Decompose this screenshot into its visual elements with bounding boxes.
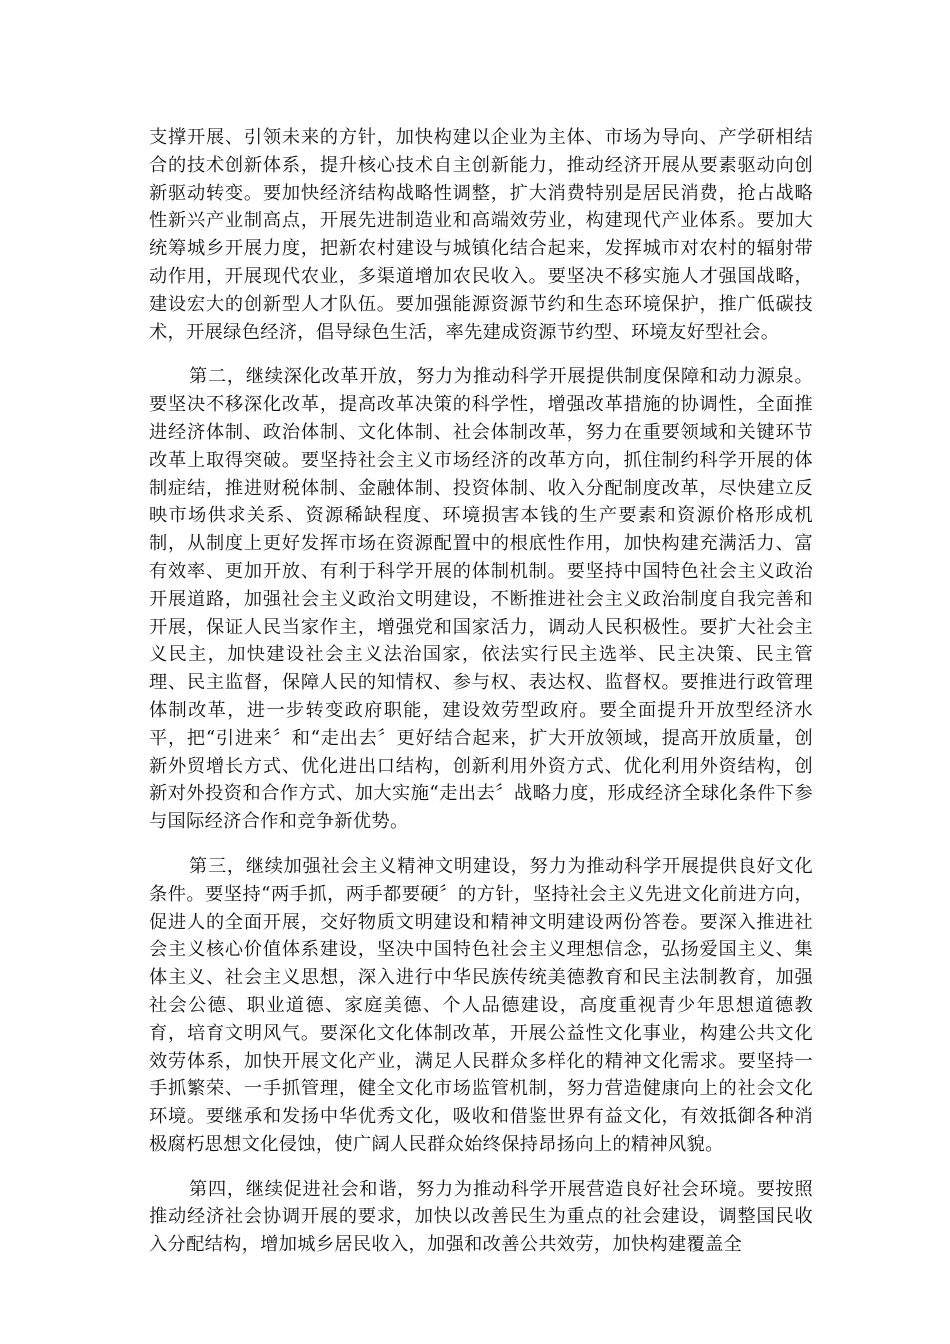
paragraph-second: 第二，继续深化改革开放，努力为推动科学开展提供制度保障和动力源泉。要坚决不移深化改革，提高改革决策的科学性，增强改革措施的协调性，全面推进经济体制、政治体制、文化体制、社会体制改革，努力在重要领域和关键环节改革上取得突破。要坚持社会主义市场经济的改革方向，抓住制约科学开展的体制症结，推进财税体制、金融体制、投资体制、收入分配制度改革，尽快建立反映市场供求关系、资源稀缺程度、环境损害本钱的生产要素和资源价格形成机制，从制度上更好发挥市场在资源配置中的根底性作用，加快构建充满活力、富有效率、更加开放、有利于科学开展的体制机制。要坚持中国特色社会主义政治开展道路，加强社会主义政治文明建设，不断推进社会主义政治制度自我完善和开展，保证人民当家作主，增强党和国家活力，调动人民积极性。要扩大社会主义民主，加快建设社会主义法治国家，依法实行民主选举、民主决策、民主管理、民主监督，保障人民的知情权、参与权、表达权、监督权。要推进行政管理体制改革，进一步转变政府职能，建设效劳型政府。要全面提升开放型经济水平，把“引进来〞和“走出去〞更好结合起来，扩大开放领域，提高开放质量，创新外贸增长方式、优化进出口结构，创新利用外资方式、优化利用外资结构，创新对外投资和合作方式、加大实施“走出去〞战略力度，形成经济全球化条件下参与国际经济合作和竞争新优势。 xyxy=(149,366,813,833)
document-page xyxy=(149,124,813,1259)
paragraph-third: 第三，继续加强社会主义精神文明建设，努力为推动科学开展提供良好文化条件。要坚持“两手抓，两手都要硬〞的方针，坚持社会主义先进文化前进方向，促进人的全面开展，交好物质文明建设和精神文明建设两份答卷。要深入推进社会主义核心价值体系建设，坚决中国特色社会主义理想信念，弘扬爱国主义、集体主义、社会主义思想，深入进行中华民族传统美德教育和民主法制教育，加强社会公德、职业道德、家庭美德、个人品德建设，高度重视青少年思想道德教育，培育文明风气。要深化文化体制改革，开展公益性文化事业，构建公共文化效劳体系，加快开展文化产业，满足人民群众多样化的精神文化需求。要坚持一手抓繁荣、一手抓管理，健全文化市场监管机制，努力营造健康向上的社会文化环境。要继承和发扬中华优秀文化，吸收和借鉴世界有益文化，有效抵御各种消极腐朽思想文化侵蚀，使广阔人民群众始终保持昂扬向上的精神风貌。 xyxy=(149,855,813,1155)
paragraph-continuation: 支撑开展、引领未来的方针，加快构建以企业为主体、市场为导向、产学研相结合的技术创新体系，提升核心技术自主创新能力，推动经济开展从要素驱动向创新驱动转变。要加快经济结构战略性调整，扩大消费特别是居民消费，抢占战略性新兴产业制高点，开展先进制造业和高端效劳业，构建现代产业体系。要加大统筹城乡开展力度，把新农村建设与城镇化结合起来，发挥城市对农村的辐射带动作用，开展现代农业，多渠道增加农民收入。要坚决不移实施人才强国战略，建设宏大的创新型人才队伍。要加强能源资源节约和生态环境保护，推广低碳技术，开展绿色经济，倡导绿色生活，率先建成资源节约型、环境友好型社会。 xyxy=(149,127,813,343)
paragraph-fourth: 第四，继续促进社会和谐，努力为推动科学开展营造良好社会环境。要按照推动经济社会协调开展的要求，加快以改善民生为重点的社会建设，调整国民收入分配结构，增加城乡居民收入，加强和改善公共效劳，加快构建覆盖全 xyxy=(149,1178,813,1256)
